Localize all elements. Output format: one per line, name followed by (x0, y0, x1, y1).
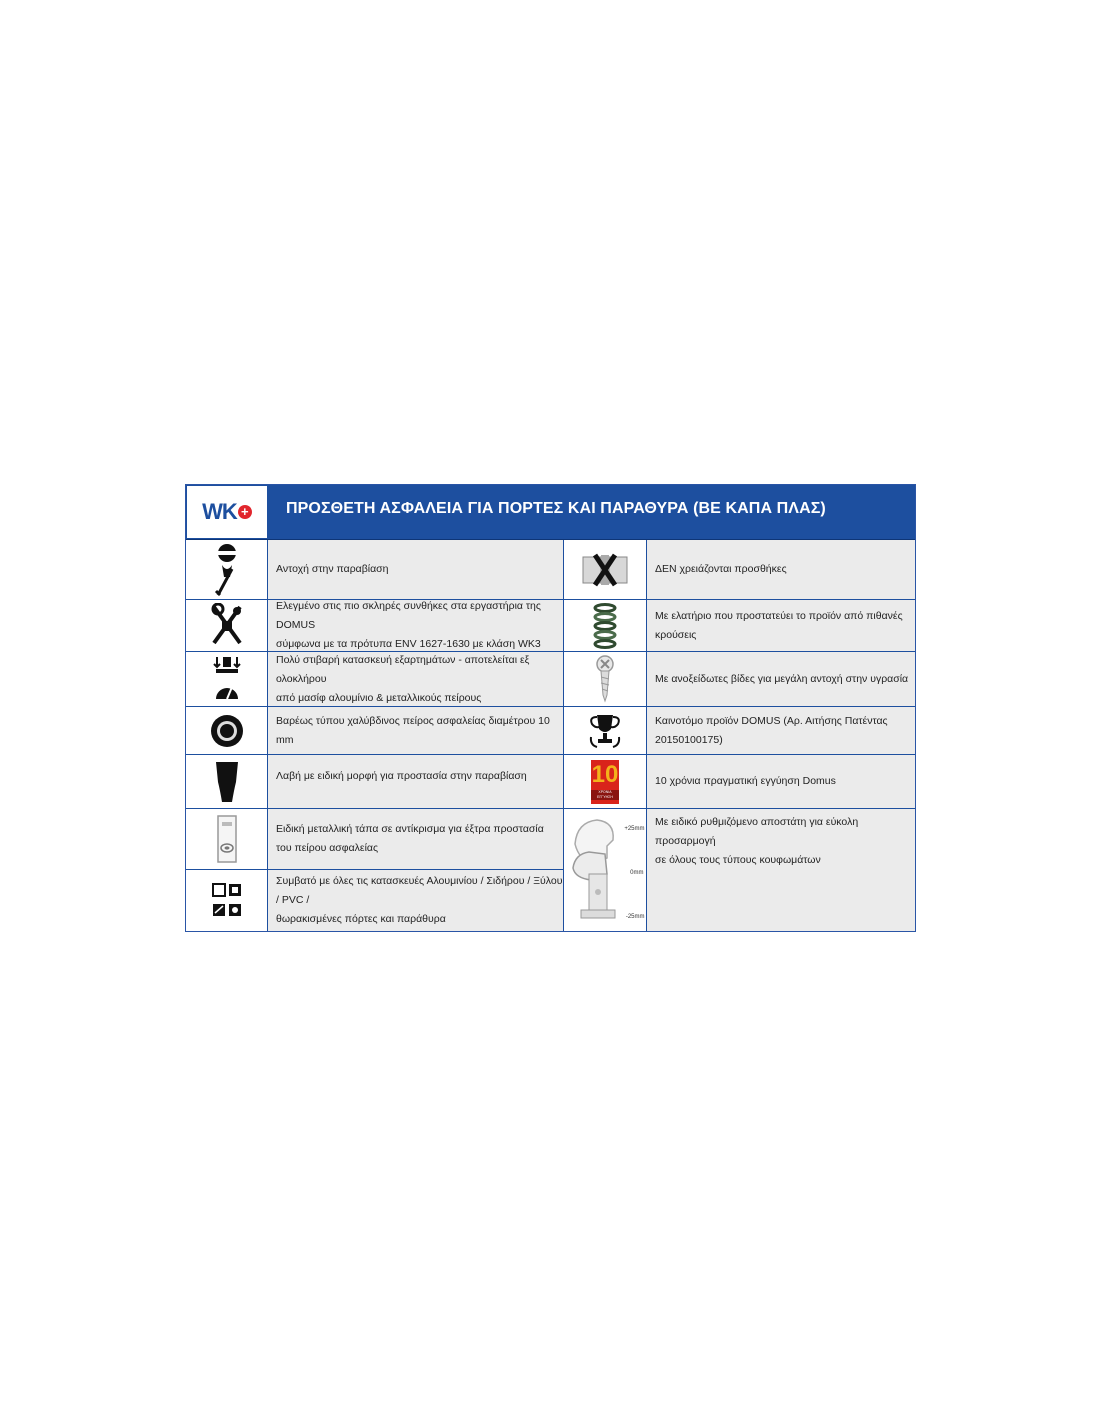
feature-text: Αντοχή στην παραβίαση (276, 563, 389, 575)
warranty-badge (591, 760, 619, 804)
feature-right-4 (647, 707, 915, 754)
feature-text-line-2: από μασίφ αλουμίνιο & μεταλλικούς πείρους (276, 691, 482, 704)
feature-text-line-1: Ελεγμένο στις πιο σκληρές συνθήκες στα εργαστήρια της DOMUS (276, 600, 541, 631)
metal-plug-icon (186, 809, 268, 869)
feature-left-3 (268, 652, 563, 706)
feature-text-line-1: Συμβατό με όλες τις κατασκευές Αλουμινίου / Σιδήρου / Ξύλου / PVC / (276, 875, 563, 906)
logo-text: WK (202, 499, 237, 524)
feature-text: Καινοτόμο προϊόν DOMUS (Αρ. Αιτήσης Πατέντας 20150100175) (655, 714, 888, 746)
warranty-icon (564, 755, 647, 808)
feature-text-line-1: Με ειδικό ρυθμιζόμενο αποστάτη για εύκολη προσαρμογή (655, 816, 859, 847)
feature-text: 10 χρόνια πραγματική εγγύηση Domus (655, 775, 836, 787)
feature-text: Με ανοξείδωτες βίδες για μεγάλη αντοχή στην υγρασία (655, 672, 909, 685)
steel-pin-icon (186, 707, 268, 754)
feature-text-line-1: Πολύ στιβαρή κατασκευή εξαρτημάτων - αποτελείται εξ ολοκλήρου (276, 653, 530, 685)
feature-text: Βαρέως τύπου χαλύβδινος πείρος ασφαλείας διαμέτρου 10 mm (276, 714, 550, 746)
trophy-icon (564, 707, 647, 754)
feature-text-line-1: Ειδική μεταλλική τάπα σε αντίκρισμα για έξτρα προστασία (276, 823, 544, 835)
feature-text: Λαβή με ειδική μορφή για προστασία στην παραβίαση (276, 770, 527, 782)
wk-logo (187, 486, 267, 538)
materials-icon (186, 870, 268, 931)
feature-right-1 (647, 540, 915, 599)
screw-icon (564, 652, 647, 706)
no-hinges-icon (564, 540, 647, 599)
feature-left-4 (268, 707, 563, 754)
scale-zero: 0mm (630, 870, 644, 876)
burglar-icon (186, 540, 268, 599)
scale-plus: +25mm (624, 826, 645, 832)
warranty-number: 10 (591, 760, 619, 788)
feature-right-6 (647, 809, 915, 931)
spring-icon (564, 600, 647, 651)
page-title: ΠΡΟΣΘΕΤΗ ΑΣΦΑΛΕΙΑ ΓΙΑ ΠΟΡΤΕΣ ΚΑΙ ΠΑΡΑΘΥΡΑ (ΒΕ ΚΑΠΑ ΠΛΑΣ) (286, 500, 826, 517)
feature-left-1 (268, 540, 563, 599)
warranty-caption: ΧΡΟΝΙΑ ΕΓΓΥΗΣΗ (591, 790, 619, 800)
feature-right-2 (647, 600, 915, 651)
feature-right-3 (647, 652, 915, 706)
adjustable-spacer-icon (564, 809, 647, 931)
sturdy-construction-icon (186, 652, 268, 706)
feature-text-line-2: του πείρου ασφαλείας (276, 842, 379, 854)
handle-icon (186, 755, 268, 808)
feature-left-2 (268, 600, 563, 651)
scale-minus: -25mm (625, 914, 645, 920)
feature-text: Με ελατήριο που προστατεύει το προϊόν από πιθανές κρούσεις (655, 609, 903, 641)
tools-test-icon (186, 600, 268, 651)
feature-left-6 (268, 809, 563, 869)
feature-sheet (185, 484, 916, 932)
feature-left-7 (268, 870, 563, 931)
feature-text: ΔΕΝ χρειάζονται προσθήκες (655, 563, 787, 575)
feature-text-line-2: σύμφωνα με τα πρότυπα ENV 1627-1630 με κλάση WK3 (276, 638, 541, 650)
feature-left-5 (268, 755, 563, 808)
feature-text-line-2: σε όλους τους τύπους κουφωμάτων (655, 854, 821, 866)
feature-right-5 (647, 755, 915, 808)
logo-plus-badge: + (238, 505, 252, 519)
feature-text-line-2: θωρακισμένες πόρτες και παράθυρα (276, 913, 446, 925)
header-bar (186, 485, 915, 541)
